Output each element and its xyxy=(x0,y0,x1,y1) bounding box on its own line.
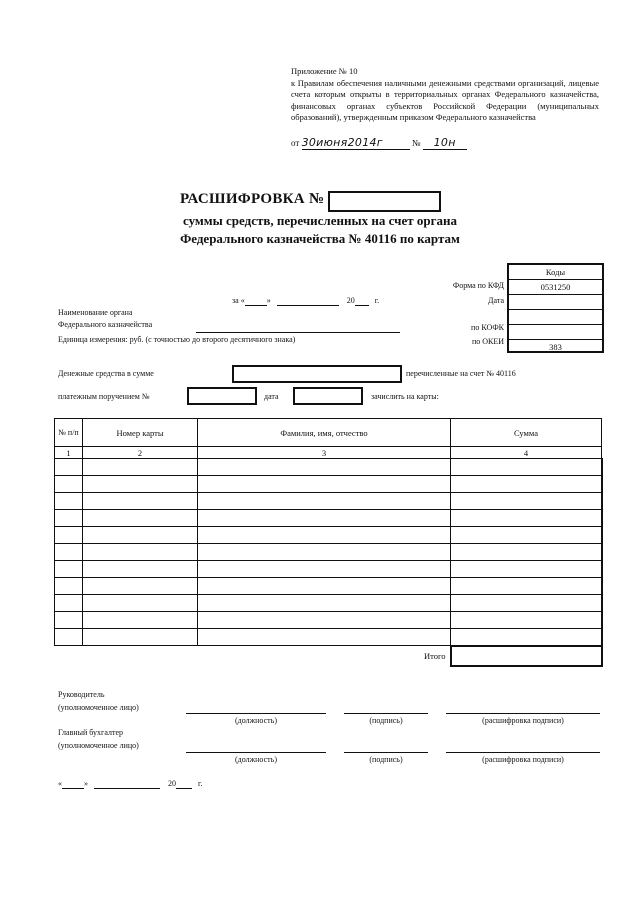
total-label: Итого xyxy=(423,650,446,661)
table-header-row xyxy=(55,419,602,447)
document-subtitle xyxy=(150,212,490,248)
period-month-field[interactable] xyxy=(277,296,339,306)
kfd-label: Форма по КФД xyxy=(452,281,504,290)
amount-cell[interactable] xyxy=(451,629,602,646)
amount-cell[interactable] xyxy=(451,595,602,612)
accountant-decoding-caption: (расшифровка подписи) xyxy=(482,755,564,764)
table-row xyxy=(55,527,602,544)
cards-table xyxy=(54,418,603,667)
footer-open-quote: « xyxy=(58,779,62,788)
card-number-cell[interactable] xyxy=(83,510,198,527)
okei-label: по ОКЕИ xyxy=(471,337,504,346)
order-date-label: дата xyxy=(264,392,279,401)
order-reference xyxy=(291,136,467,150)
table-numbering-row xyxy=(55,447,602,459)
amount-cell[interactable] xyxy=(451,476,602,493)
footer-g: г. xyxy=(198,779,203,788)
full-name-cell[interactable] xyxy=(198,459,451,476)
from-label: от xyxy=(291,138,300,148)
amount-field[interactable] xyxy=(232,365,402,383)
col-index-2: 2 xyxy=(83,447,198,459)
unit-of-measure: Единица измерения: руб. (с точностью до второго десятичного знака) xyxy=(58,335,296,344)
accountant-label-2: (уполномоченное лицо) xyxy=(58,741,139,750)
order-date-field[interactable] xyxy=(293,387,363,405)
amount-cell[interactable] xyxy=(451,459,602,476)
payment-order-field[interactable] xyxy=(187,387,257,405)
full-name-cell[interactable] xyxy=(198,476,451,493)
org-name-label-1: Наименование органа xyxy=(58,308,133,317)
kofk-label: по КОФК xyxy=(471,323,504,332)
head-position-line[interactable] xyxy=(186,713,326,714)
amount-cell[interactable] xyxy=(451,527,602,544)
card-number-cell[interactable] xyxy=(83,595,198,612)
okei-code-cell: 383 xyxy=(549,342,562,352)
period-day-field[interactable] xyxy=(245,296,267,306)
total-amount-cell[interactable] xyxy=(451,646,602,666)
total-row xyxy=(55,646,602,666)
footer-year-field[interactable] xyxy=(176,779,192,789)
credit-to-cards-label: зачислить на карты: xyxy=(371,392,439,401)
full-name-cell[interactable] xyxy=(198,510,451,527)
full-name-cell[interactable] xyxy=(198,527,451,544)
amount-cell[interactable] xyxy=(451,544,602,561)
full-name-cell[interactable] xyxy=(198,629,451,646)
date-label: Дата xyxy=(488,296,504,305)
accountant-label-1: Главный бухгалтер xyxy=(58,728,123,737)
table-row xyxy=(55,493,602,510)
codes-block xyxy=(507,263,604,353)
subtitle-line-1: суммы средств, перечисленных на счет органа xyxy=(183,213,457,228)
accountant-decoding-line[interactable] xyxy=(446,752,600,753)
org-name-label-2: Федерального казначейства xyxy=(58,320,153,329)
order-date-handwritten: 30июня2014г xyxy=(302,136,410,150)
blank-code-cell[interactable] xyxy=(509,310,602,325)
accountant-signature-line[interactable] xyxy=(344,752,428,753)
payment-order-label: платежным поручением № xyxy=(58,392,150,401)
footer-close-quote: » xyxy=(84,779,88,788)
footer-date xyxy=(58,779,202,789)
amount-cell[interactable] xyxy=(451,561,602,578)
amount-label: Денежные средства в сумме xyxy=(58,369,154,378)
full-name-cell[interactable] xyxy=(198,561,451,578)
table-row xyxy=(55,629,602,646)
col-amount-header: Сумма xyxy=(451,419,602,447)
org-name-field[interactable] xyxy=(196,331,400,333)
card-number-cell[interactable] xyxy=(83,578,198,595)
table-row xyxy=(55,459,602,476)
card-number-cell[interactable] xyxy=(83,493,198,510)
col-card-number-header: Номер карты xyxy=(83,419,198,447)
card-number-cell[interactable] xyxy=(83,629,198,646)
document-title: РАСШИФРОВКА № xyxy=(180,191,325,207)
footer-month-field[interactable] xyxy=(94,779,160,789)
head-label-1: Руководитель xyxy=(58,690,105,699)
subtitle-line-2: Федерального казначейства № 40116 по картам xyxy=(180,231,460,246)
full-name-cell[interactable] xyxy=(198,493,451,510)
card-number-cell[interactable] xyxy=(83,561,198,578)
footer-day-field[interactable] xyxy=(62,779,84,789)
amount-cell[interactable] xyxy=(451,612,602,629)
col-index-4: 4 xyxy=(451,447,602,459)
order-number-handwritten: 10н xyxy=(423,136,467,150)
head-decoding-caption: (расшифровка подписи) xyxy=(482,716,564,725)
col-index-3: 3 xyxy=(198,447,451,459)
amount-cell[interactable] xyxy=(451,493,602,510)
number-label: № xyxy=(411,138,421,148)
table-row xyxy=(55,612,602,629)
head-label-2: (уполномоченное лицо) xyxy=(58,703,139,712)
table-row xyxy=(55,510,602,527)
full-name-cell[interactable] xyxy=(198,612,451,629)
transferred-label: перечисленные на счет № 40116 xyxy=(406,369,516,378)
card-number-cell[interactable] xyxy=(83,476,198,493)
head-signature-line[interactable] xyxy=(344,713,428,714)
table-row xyxy=(55,578,602,595)
amount-cell[interactable] xyxy=(451,510,602,527)
kfd-code-cell: 0531250 xyxy=(509,280,602,295)
table-row xyxy=(55,595,602,612)
kofk-code-cell[interactable] xyxy=(509,325,602,340)
accountant-position-caption: (должность) xyxy=(235,755,277,764)
period-za: за « xyxy=(232,296,245,305)
table-row xyxy=(55,544,602,561)
card-number-cell[interactable] xyxy=(83,612,198,629)
document-number-field[interactable] xyxy=(328,191,441,212)
full-name-cell[interactable] xyxy=(198,544,451,561)
appendix-text: Приложение № 10 к Правилам обеспечения наличными денежными средствами организаций, лицевые счета которым открыты в территориальных органах Федерального казначейства, финансовых органах субъектов Российской Федерации (муниципальных образований), утвержденным приказом Федерального казначейства xyxy=(291,66,599,122)
col-full-name-header: Фамилия, имя, отчество xyxy=(198,419,451,447)
head-decoding-line[interactable] xyxy=(446,713,600,714)
full-name-cell[interactable] xyxy=(198,595,451,612)
card-number-cell[interactable] xyxy=(83,544,198,561)
accountant-signature-caption: (подпись) xyxy=(369,755,403,764)
table-row xyxy=(55,476,602,493)
full-name-cell[interactable] xyxy=(198,578,451,595)
period-g: г. xyxy=(374,296,380,305)
accountant-position-line[interactable] xyxy=(186,752,326,753)
codes-header: Коды xyxy=(509,265,602,280)
period-year-prefix: 20 xyxy=(346,296,355,305)
footer-year-prefix: 20 xyxy=(168,779,176,788)
card-number-cell[interactable] xyxy=(83,459,198,476)
col-number-header: № п/п xyxy=(55,419,83,447)
head-position-caption: (должность) xyxy=(235,716,277,725)
head-signature-caption: (подпись) xyxy=(369,716,403,725)
period-year-field[interactable] xyxy=(355,296,369,306)
amount-cell[interactable] xyxy=(451,578,602,595)
table-row xyxy=(55,561,602,578)
card-number-cell[interactable] xyxy=(83,527,198,544)
period-line xyxy=(232,296,379,306)
period-close-quote: » xyxy=(266,296,271,305)
date-code-cell[interactable] xyxy=(509,295,602,310)
col-index-1: 1 xyxy=(55,447,83,459)
